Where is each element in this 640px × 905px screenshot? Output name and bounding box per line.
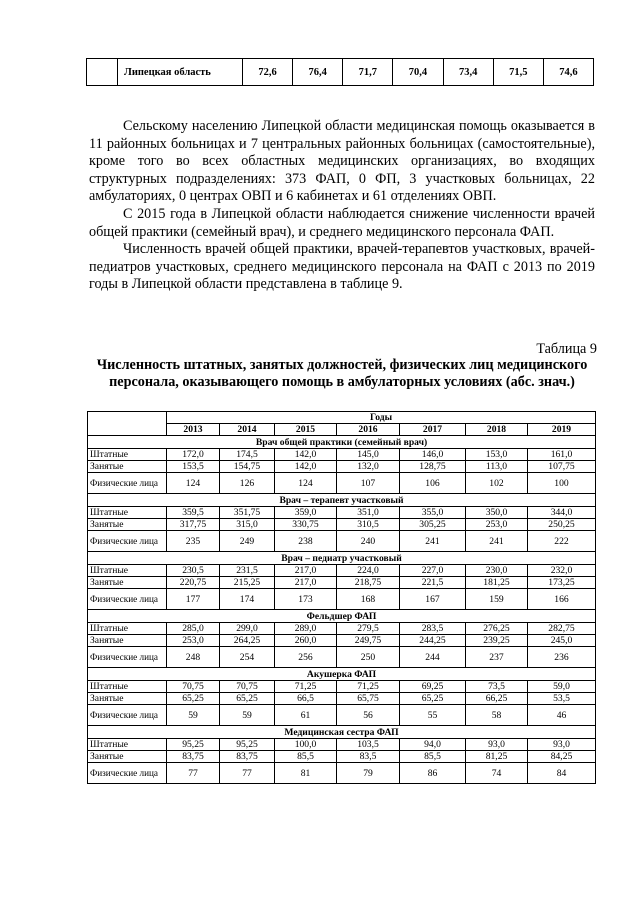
section-row (88, 610, 596, 623)
top-table-fragment (86, 58, 594, 86)
value-cell: 70,75 (167, 681, 220, 693)
paragraph: Численность врачей общей практики, врачей-терапевтов участковых, врачей-педиатров участковых, среднего медицинского персонала на ФАП с 2013 по 2019 годы в Липецкой области представлена в таблице 9. (89, 241, 595, 293)
row-label: Штатные (88, 449, 167, 461)
value-cell: 77 (167, 763, 220, 784)
value-cell: 132,0 (337, 461, 400, 473)
value-cell: 330,75 (275, 519, 337, 531)
value-cell: 244 (400, 647, 466, 668)
year-cell: 2018 (466, 424, 528, 436)
table-row (88, 531, 596, 552)
row-label: Физические лица (88, 531, 167, 552)
value-cell: 159 (466, 589, 528, 610)
value-cell: 215,25 (220, 577, 275, 589)
value-cell: 174 (220, 589, 275, 610)
value-cell: 74,6 (543, 59, 593, 86)
value-cell: 264,25 (220, 635, 275, 647)
value-cell: 128,75 (400, 461, 466, 473)
value-cell: 173,25 (528, 577, 596, 589)
value-cell: 73,5 (466, 681, 528, 693)
value-cell: 253,0 (167, 635, 220, 647)
table-row (88, 519, 596, 531)
value-cell: 53,5 (528, 693, 596, 705)
value-cell: 244,25 (400, 635, 466, 647)
value-cell: 71,25 (275, 681, 337, 693)
value-cell: 71,5 (493, 59, 543, 86)
value-cell: 55 (400, 705, 466, 726)
value-cell: 317,75 (167, 519, 220, 531)
value-cell: 93,0 (528, 739, 596, 751)
section-title: Фельдшер ФАП (88, 610, 596, 623)
value-cell: 245,0 (528, 635, 596, 647)
value-cell: 66,25 (466, 693, 528, 705)
paragraph: С 2015 года в Липецкой области наблюдается снижение численности врачей общей практики (семейный врач), и среднего медицинского персонала ФАП. (89, 205, 595, 240)
row-label: Физические лица (88, 589, 167, 610)
section-row (88, 494, 596, 507)
table-row (88, 751, 596, 763)
value-cell: 154,75 (220, 461, 275, 473)
value-cell: 107 (337, 473, 400, 494)
value-cell: 81 (275, 763, 337, 784)
value-cell: 249,75 (337, 635, 400, 647)
section-row (88, 668, 596, 681)
value-cell: 83,75 (220, 751, 275, 763)
value-cell: 177 (167, 589, 220, 610)
value-cell: 279,5 (337, 623, 400, 635)
table-row (88, 693, 596, 705)
value-cell: 238 (275, 531, 337, 552)
section-row (88, 436, 596, 449)
table-row (88, 507, 596, 519)
paragraph: Сельскому населению Липецкой области медицинская помощь оказывается в 11 районных больницах и 7 центральных районных больницах (самостоятельные), кроме того во всех областных медицинских организациях, во входящих структурных подразделениях: 373 ФАП, 0 ФП, 3 участковых больницах, 22 амбулаториях, 0 центрах ОВП и 6 кабинетах и 61 отделениях ОВП. (89, 118, 595, 205)
value-cell: 241 (466, 531, 528, 552)
empty-header-cell (88, 412, 167, 436)
value-cell: 85,5 (275, 751, 337, 763)
year-cell: 2017 (400, 424, 466, 436)
value-cell: 81,25 (466, 751, 528, 763)
table-row (88, 565, 596, 577)
table-body (88, 412, 596, 784)
value-cell: 84 (528, 763, 596, 784)
table-row (88, 763, 596, 784)
row-label: Занятые (88, 693, 167, 705)
value-cell: 100,0 (275, 739, 337, 751)
region-cell: Липецкая область (118, 59, 243, 86)
value-cell: 315,0 (220, 519, 275, 531)
value-cell: 283,5 (400, 623, 466, 635)
year-cell: 2014 (220, 424, 275, 436)
value-cell: 250,25 (528, 519, 596, 531)
value-cell: 161,0 (528, 449, 596, 461)
value-cell: 260,0 (275, 635, 337, 647)
value-cell: 86 (400, 763, 466, 784)
value-cell: 70,75 (220, 681, 275, 693)
value-cell: 230,5 (167, 565, 220, 577)
value-cell: 84,25 (528, 751, 596, 763)
value-cell: 232,0 (528, 565, 596, 577)
value-cell: 305,25 (400, 519, 466, 531)
value-cell: 69,25 (400, 681, 466, 693)
table-row (88, 449, 596, 461)
value-cell: 107,75 (528, 461, 596, 473)
table-row (88, 681, 596, 693)
row-label: Штатные (88, 681, 167, 693)
value-cell: 103,5 (337, 739, 400, 751)
year-cell: 2013 (167, 424, 220, 436)
value-cell: 76,4 (293, 59, 343, 86)
value-cell: 77 (220, 763, 275, 784)
value-cell: 65,25 (400, 693, 466, 705)
value-cell: 217,0 (275, 565, 337, 577)
table-row (88, 623, 596, 635)
value-cell: 95,25 (167, 739, 220, 751)
row-label: Занятые (88, 751, 167, 763)
value-cell: 237 (466, 647, 528, 668)
value-cell: 227,0 (400, 565, 466, 577)
table-row (88, 635, 596, 647)
value-cell: 344,0 (528, 507, 596, 519)
value-cell: 241 (400, 531, 466, 552)
value-cell: 124 (167, 473, 220, 494)
section-title: Медицинская сестра ФАП (88, 726, 596, 739)
value-cell: 256 (275, 647, 337, 668)
value-cell: 58 (466, 705, 528, 726)
value-cell: 71,25 (337, 681, 400, 693)
section-row (88, 726, 596, 739)
value-cell: 71,7 (343, 59, 393, 86)
value-cell: 145,0 (337, 449, 400, 461)
value-cell: 351,75 (220, 507, 275, 519)
table-row (88, 739, 596, 751)
row-label: Занятые (88, 635, 167, 647)
value-cell: 65,75 (337, 693, 400, 705)
table-row (88, 577, 596, 589)
value-cell: 166 (528, 589, 596, 610)
table-row (88, 589, 596, 610)
value-cell: 174,5 (220, 449, 275, 461)
value-cell: 153,5 (167, 461, 220, 473)
row-label: Занятые (88, 461, 167, 473)
row-label: Штатные (88, 507, 167, 519)
section-title: Врач общей практики (семейный врач) (88, 436, 596, 449)
value-cell: 94,0 (400, 739, 466, 751)
section-title: Акушерка ФАП (88, 668, 596, 681)
value-cell: 299,0 (220, 623, 275, 635)
table-row (88, 473, 596, 494)
table-row (88, 461, 596, 473)
value-cell: 142,0 (275, 461, 337, 473)
value-cell: 173 (275, 589, 337, 610)
value-cell: 236 (528, 647, 596, 668)
section-row (88, 552, 596, 565)
row-label: Занятые (88, 577, 167, 589)
value-cell: 240 (337, 531, 400, 552)
value-cell: 221,5 (400, 577, 466, 589)
year-cell: 2015 (275, 424, 337, 436)
value-cell: 220,75 (167, 577, 220, 589)
value-cell: 124 (275, 473, 337, 494)
row-label: Штатные (88, 565, 167, 577)
value-cell: 59 (220, 705, 275, 726)
table-title: Численность штатных, занятых должностей, физических лиц медицинского персонала, оказывающего помощь в амбулаторных условиях (абс. знач.) (96, 357, 588, 390)
value-cell: 359,0 (275, 507, 337, 519)
row-label: Физические лица (88, 473, 167, 494)
value-cell: 168 (337, 589, 400, 610)
value-cell: 83,75 (167, 751, 220, 763)
value-cell: 59 (167, 705, 220, 726)
value-cell: 100 (528, 473, 596, 494)
value-cell: 102 (466, 473, 528, 494)
value-cell: 85,5 (400, 751, 466, 763)
value-cell: 230,0 (466, 565, 528, 577)
value-cell: 113,0 (466, 461, 528, 473)
value-cell: 289,0 (275, 623, 337, 635)
value-cell: 254 (220, 647, 275, 668)
value-cell: 153,0 (466, 449, 528, 461)
empty-cell (87, 59, 118, 86)
value-cell: 46 (528, 705, 596, 726)
value-cell: 250 (337, 647, 400, 668)
value-cell: 276,25 (466, 623, 528, 635)
value-cell: 172,0 (167, 449, 220, 461)
value-cell: 231,5 (220, 565, 275, 577)
body-text (89, 118, 595, 294)
value-cell: 56 (337, 705, 400, 726)
row-label: Физические лица (88, 647, 167, 668)
value-cell: 282,75 (528, 623, 596, 635)
table-row (87, 59, 594, 86)
table-row (88, 705, 596, 726)
table-label: Таблица 9 (536, 341, 597, 357)
row-label: Штатные (88, 623, 167, 635)
row-label: Физические лица (88, 705, 167, 726)
value-cell: 249 (220, 531, 275, 552)
value-cell: 224,0 (337, 565, 400, 577)
value-cell: 83,5 (337, 751, 400, 763)
value-cell: 142,0 (275, 449, 337, 461)
value-cell: 359,5 (167, 507, 220, 519)
value-cell: 106 (400, 473, 466, 494)
value-cell: 66,5 (275, 693, 337, 705)
value-cell: 285,0 (167, 623, 220, 635)
value-cell: 222 (528, 531, 596, 552)
value-cell: 181,25 (466, 577, 528, 589)
table-row (88, 647, 596, 668)
value-cell: 217,0 (275, 577, 337, 589)
value-cell: 248 (167, 647, 220, 668)
section-title: Врач – терапевт участковый (88, 494, 596, 507)
value-cell: 65,25 (167, 693, 220, 705)
value-cell: 65,25 (220, 693, 275, 705)
value-cell: 93,0 (466, 739, 528, 751)
staff-table (87, 411, 596, 784)
row-label: Штатные (88, 739, 167, 751)
value-cell: 310,5 (337, 519, 400, 531)
year-cell: 2016 (337, 424, 400, 436)
value-cell: 95,25 (220, 739, 275, 751)
section-title: Врач – педиатр участковый (88, 552, 596, 565)
value-cell: 70,4 (393, 59, 443, 86)
years-header: Годы (167, 412, 596, 424)
value-cell: 72,6 (243, 59, 293, 86)
value-cell: 146,0 (400, 449, 466, 461)
value-cell: 126 (220, 473, 275, 494)
value-cell: 73,4 (443, 59, 493, 86)
value-cell: 59,0 (528, 681, 596, 693)
year-cell: 2019 (528, 424, 596, 436)
value-cell: 218,75 (337, 577, 400, 589)
value-cell: 351,0 (337, 507, 400, 519)
value-cell: 79 (337, 763, 400, 784)
value-cell: 235 (167, 531, 220, 552)
row-label: Занятые (88, 519, 167, 531)
value-cell: 355,0 (400, 507, 466, 519)
row-label: Физические лица (88, 763, 167, 784)
value-cell: 350,0 (466, 507, 528, 519)
header-row (88, 412, 596, 424)
value-cell: 61 (275, 705, 337, 726)
value-cell: 253,0 (466, 519, 528, 531)
value-cell: 239,25 (466, 635, 528, 647)
value-cell: 74 (466, 763, 528, 784)
value-cell: 167 (400, 589, 466, 610)
